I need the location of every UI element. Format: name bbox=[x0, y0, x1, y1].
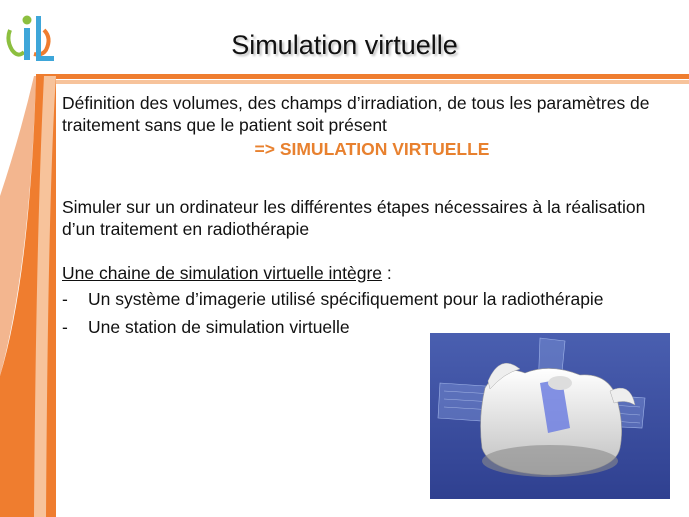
list-item-text: Un système d’imagerie utilisé spécifiquement pour la radiothérapie bbox=[88, 289, 604, 309]
list-intro-text: Une chaine de simulation virtuelle intègre bbox=[62, 263, 383, 283]
list-dash: - bbox=[62, 289, 68, 309]
orange-rule bbox=[36, 74, 689, 79]
paragraph-definition: Définition des volumes, des champs d’irradiation, de tous les paramètres de traitement sans que le patient soit présent bbox=[62, 93, 650, 135]
header-rule bbox=[0, 74, 689, 88]
slide-title: Simulation virtuelle bbox=[231, 30, 458, 60]
slide-content bbox=[62, 92, 682, 338]
list-intro bbox=[62, 262, 682, 284]
list-intro-colon: : bbox=[382, 263, 392, 283]
peach-rule bbox=[36, 80, 689, 84]
highlight-virtual-simulation: => SIMULATION VIRTUELLE bbox=[254, 139, 490, 159]
3d-body-render-icon bbox=[430, 333, 670, 499]
side-swoosh-decoration bbox=[0, 76, 56, 517]
list-item-text: Une station de simulation virtuelle bbox=[88, 317, 350, 337]
list-item bbox=[62, 288, 682, 310]
list-dash: - bbox=[62, 317, 68, 337]
paragraph-simulate: Simuler sur un ordinateur les différentes étapes nécessaires à la réalisation d’un traitement en radiothérapie bbox=[62, 197, 646, 239]
